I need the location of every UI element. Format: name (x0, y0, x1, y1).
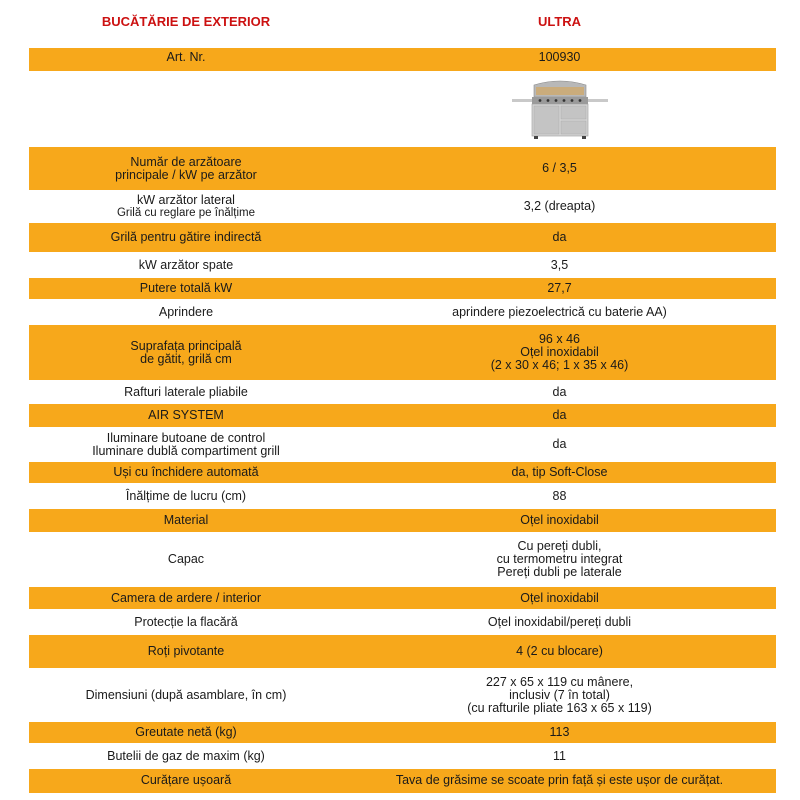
table-row (29, 610, 776, 635)
row-value: 100930 (343, 48, 776, 72)
row-value: Oțel inoxidabil (343, 509, 776, 533)
table-row (29, 404, 776, 428)
row-label: Număr de arzătoare principale / kW pe arzător (29, 147, 343, 191)
table-row (29, 635, 776, 669)
table-row (29, 48, 776, 72)
row-value: da (343, 381, 776, 404)
table-row (29, 325, 776, 381)
table-row (29, 428, 776, 462)
spec-table (29, 47, 776, 793)
row-label: Capac (29, 533, 343, 587)
row-label: Camera de ardere / interior (29, 587, 343, 610)
row-label: Uși cu închidere automată (29, 462, 343, 484)
table-row (29, 223, 776, 253)
row-label: AIR SYSTEM (29, 404, 343, 428)
row-label: Curățare ușoară (29, 769, 343, 793)
table-row (29, 462, 776, 484)
row-label (29, 72, 343, 147)
table-row (29, 300, 776, 325)
row-value: Cu pereți dubli, cu termometru integrat Pereți dubli pe laterale (343, 533, 776, 587)
row-label: Grilă pentru gătire indirectă (29, 223, 343, 253)
row-value: 96 x 46 Oțel inoxidabil (2 x 30 x 46; 1 x 35 x 46) (343, 325, 776, 381)
table-row (29, 587, 776, 610)
row-value: Tava de grăsime se scoate prin față și este ușor de curățat. (343, 769, 776, 793)
row-label: Protecție la flacără (29, 610, 343, 635)
row-label: Butelii de gaz de maxim (kg) (29, 744, 343, 769)
row-value: 227 x 65 x 119 cu mânere, inclusiv (7 în total) (cu rafturile pliate 163 x 65 x 119) (343, 669, 776, 722)
table-row (29, 381, 776, 404)
row-label: Aprindere (29, 300, 343, 325)
row-label: Dimensiuni (după asamblare, în cm) (29, 669, 343, 722)
row-value: da (343, 404, 776, 428)
table-row (29, 191, 776, 223)
table-row (29, 722, 776, 744)
row-value: aprindere piezoelectrică cu baterie AA) (343, 300, 776, 325)
table-row (29, 147, 776, 191)
row-value: Oțel inoxidabil/pereți dubli (343, 610, 776, 635)
row-label: kW arzător spate (29, 253, 343, 278)
row-label: Rafturi laterale pliabile (29, 381, 343, 404)
row-value: Oțel inoxidabil (343, 587, 776, 610)
header-right-title: ULTRA (537, 14, 582, 29)
table-row (29, 533, 776, 587)
row-value: da (343, 428, 776, 462)
table-row (29, 744, 776, 769)
row-label: Art. Nr. (29, 48, 343, 72)
product-image-cell (343, 72, 776, 147)
header-left-title: BUCĂTĂRIE DE EXTERIOR (101, 14, 271, 29)
table-row (29, 278, 776, 300)
table-row (29, 72, 776, 147)
row-value: da (343, 223, 776, 253)
table-row (29, 509, 776, 533)
row-label: Material (29, 509, 343, 533)
row-value: 113 (343, 722, 776, 744)
row-label: Înălțime de lucru (cm) (29, 484, 343, 509)
grill-image (510, 77, 610, 141)
row-value: 88 (343, 484, 776, 509)
row-label: Roți pivotante (29, 635, 343, 669)
row-label: Putere totală kW (29, 278, 343, 300)
row-value: 11 (343, 744, 776, 769)
row-value: 4 (2 cu blocare) (343, 635, 776, 669)
row-label: Iluminare butoane de control Iluminare dublă compartiment grill (29, 428, 343, 462)
row-value: 27,7 (343, 278, 776, 300)
table-row (29, 253, 776, 278)
row-label: Greutate netă (kg) (29, 722, 343, 744)
table-row (29, 769, 776, 793)
row-value: 6 / 3,5 (343, 147, 776, 191)
row-label: Suprafața principală de gătit, grilă cm (29, 325, 343, 381)
table-row (29, 484, 776, 509)
row-label: kW arzător lateral Grilă cu reglare pe înălțime (29, 191, 343, 223)
row-value: da, tip Soft-Close (343, 462, 776, 484)
row-value: 3,2 (dreapta) (343, 191, 776, 223)
table-row (29, 669, 776, 722)
row-value: 3,5 (343, 253, 776, 278)
